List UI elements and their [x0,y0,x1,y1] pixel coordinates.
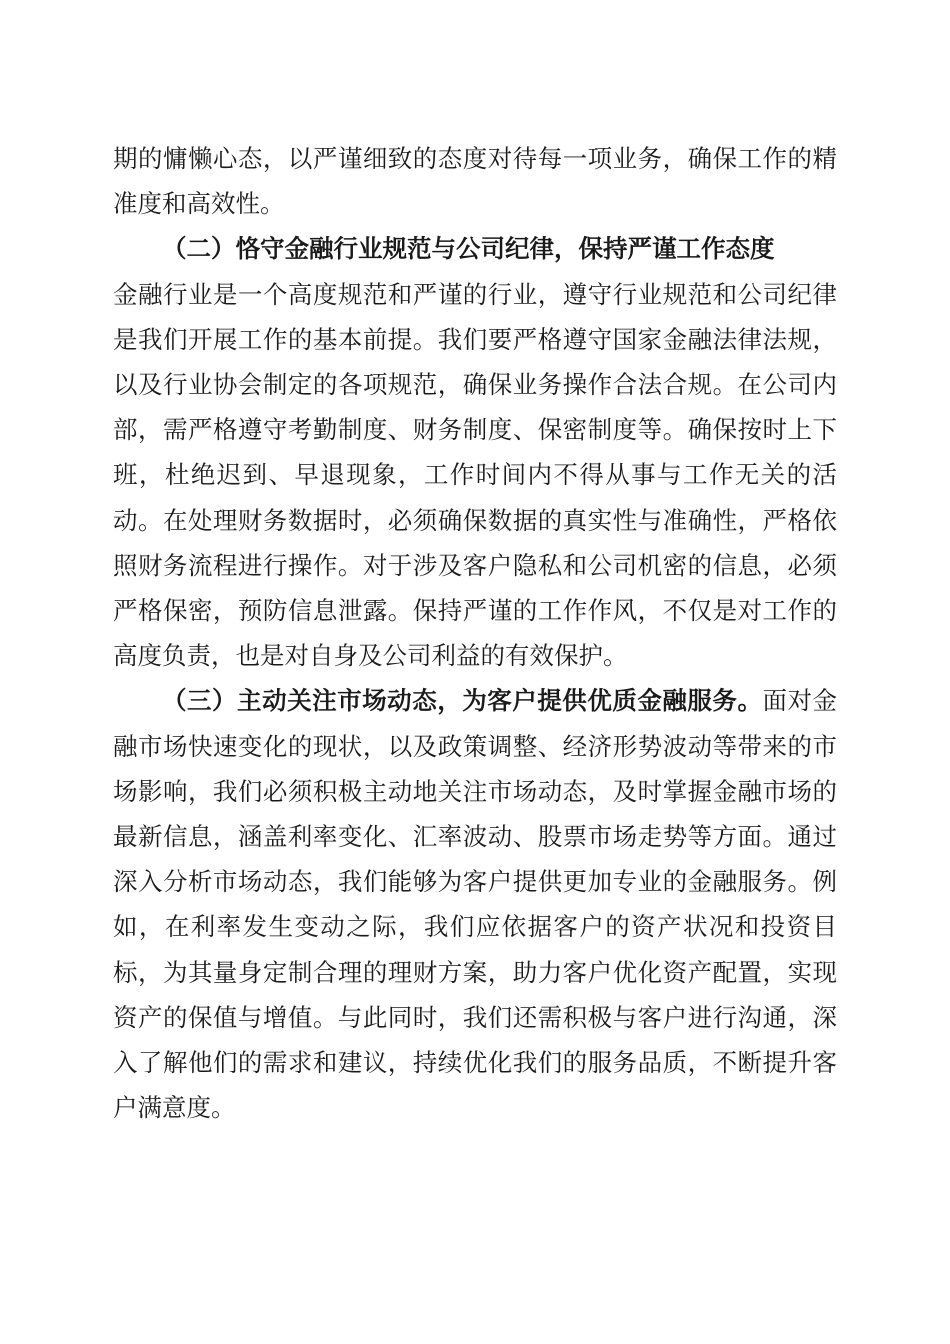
section-3-body: 面对金融市场快速变化的现状，以及政策调整、经济形势波动等带来的市场影响，我们必须积极主动地关注市场动态，及时掌握金融市场的最新信息，涵盖利率变化、汇率波动、股票市场走势等方面。通过深入分析市场动态，我们能够为客户提供更加专业的金融服务。例如，在利率发生变动之际，我们应依据客户的资产状况和投资目标，为其量身定制合理的理财方案，助力客户优化资产配置，实现资产的保值与增值。与此同时，我们还需积极与客户进行沟通，深入了解他们的需求和建议，持续优化我们的服务品质，不断提升客户满意度。 [113,686,838,1123]
document-body [113,136,837,1130]
section-heading-3: （三）主动关注市场动态，为客户提供优质金融服务。 [162,686,763,716]
paragraph-section-3 [113,678,837,1130]
section-heading-2: （二）恪守金融行业规范与公司纪律，保持严谨工作态度 [162,234,775,264]
paragraph-continuation: 期的慵懒心态，以严谨细致的态度对待每一项业务，确保工作的精准度和高效性。 [113,144,837,219]
paragraph-section-2: 金融行业是一个高度规范和严谨的行业，遵守行业规范和公司纪律是我们开展工作的基本前提。我们要严格遵守国家金融法律法规，以及行业协会制定的各项规范，确保业务操作合法合规。在公司内部，需严格遵守考勤制度、财务制度、保密制度等。确保按时上下班，杜绝迟到、早退现象，工作时间内不得从事与工作无关的活动。在处理财务数据时，必须确保数据的真实性与准确性，严格依照财务流程进行操作。对于涉及客户隐私和公司机密的信息，必须严格保密，预防信息泄露。保持严谨的工作作风，不仅是对工作的高度负责，也是对自身及公司利益的有效保护。 [113,279,837,671]
